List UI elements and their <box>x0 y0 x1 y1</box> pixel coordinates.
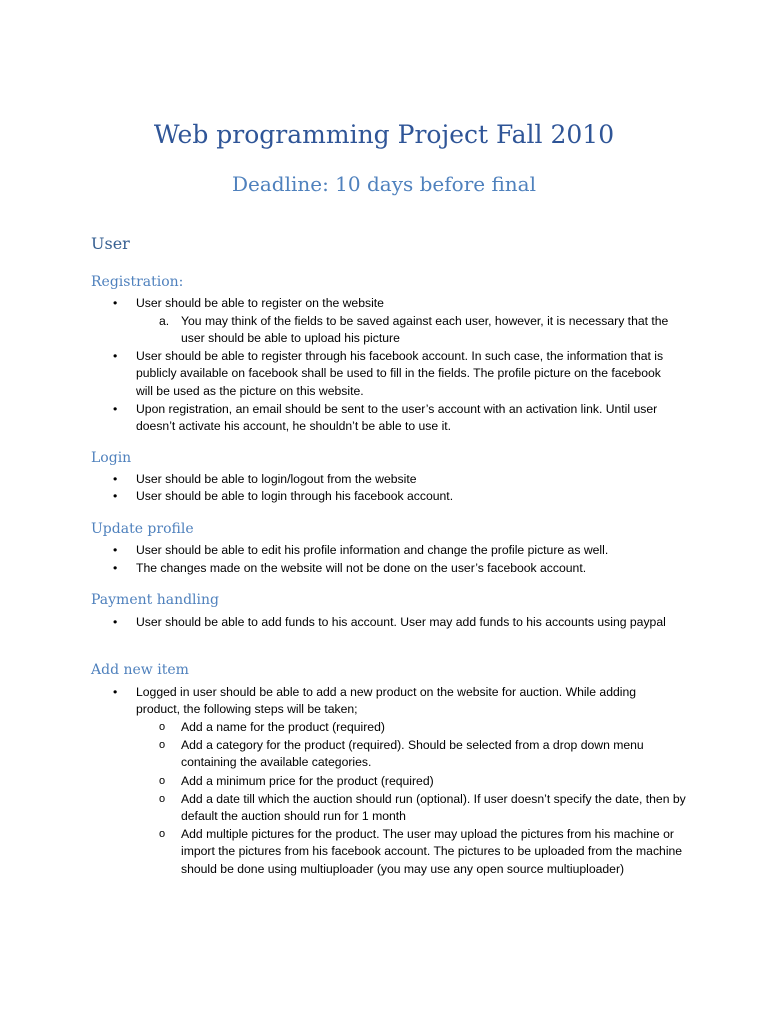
list-item: User should be able to register on the website <box>136 296 384 310</box>
bullet-marker: • <box>113 472 118 486</box>
step-item: Add multiple pictures for the product. The user may upload the pictures from his machine or import the pictures from his facebook account. The pictures to be uploaded from the machine should be done using multiuploader (you may use any open source multiuploader) <box>181 827 683 876</box>
list-item: Logged in user should be able to add a new product on the website for auction. While adding product, the following steps will be taken; <box>136 685 637 717</box>
page-subtitle: Deadline: 10 days before final <box>231 172 537 196</box>
list-item: Upon registration, an email should be sent to the user’s account with an activation link. Until user doesn’t activate his account, he shouldn’t be able to use it. <box>136 402 658 434</box>
list-item: The changes made on the website will not be done on the user’s facebook account. <box>136 561 587 575</box>
page-title: Web programming Project Fall 2010 <box>153 120 615 149</box>
step-marker: o <box>159 775 166 787</box>
bullet-marker: • <box>113 615 118 629</box>
heading-payment-handling: Payment handling <box>91 592 219 608</box>
bullet-marker: • <box>113 561 118 575</box>
bullet-marker: • <box>113 349 118 363</box>
heading-update-profile: Update profile <box>91 521 194 537</box>
step-item: Add a name for the product (required) <box>181 720 385 734</box>
step-item: Add a category for the product (required). Should be selected from a drop down menu containing the available categories. <box>181 738 644 770</box>
heading-add-new-item: Add new item <box>91 662 189 678</box>
list-item: User should be able to register through his facebook account. In such case, the information that is publicly available on facebook shall be used to fill in the fields. The profile picture on the facebook will be used as the picture on this website. <box>136 349 664 398</box>
bullet-marker: • <box>113 296 118 310</box>
bullet-marker: • <box>113 402 118 416</box>
step-marker: o <box>159 828 166 840</box>
step-marker: o <box>159 793 166 805</box>
bullet-marker: • <box>113 489 118 503</box>
step-marker: o <box>159 721 166 733</box>
list-item: User should be able to edit his profile information and change the profile picture as well. <box>136 543 609 557</box>
list-item: User should be able to login/logout from the website <box>136 472 417 486</box>
bullet-marker: • <box>113 685 118 699</box>
heading-registration: Registration: <box>91 274 184 290</box>
sub-list-marker: a. <box>159 314 170 328</box>
section-heading-user: User <box>91 234 130 253</box>
heading-login: Login <box>91 450 132 466</box>
list-item: User should be able to add funds to his account. User may add funds to his accounts using paypal <box>136 615 666 629</box>
bullet-marker: • <box>113 543 118 557</box>
list-item: User should be able to login through his facebook account. <box>136 489 454 503</box>
step-item: Add a date till which the auction should run (optional). If user doesn’t specify the date, then by default the auction should run for 1 month <box>181 792 686 824</box>
step-item: Add a minimum price for the product (required) <box>181 774 434 788</box>
step-marker: o <box>159 739 166 751</box>
sub-list-item: You may think of the fields to be saved against each user, however, it is necessary that the user should be able to upload his picture <box>181 314 669 346</box>
